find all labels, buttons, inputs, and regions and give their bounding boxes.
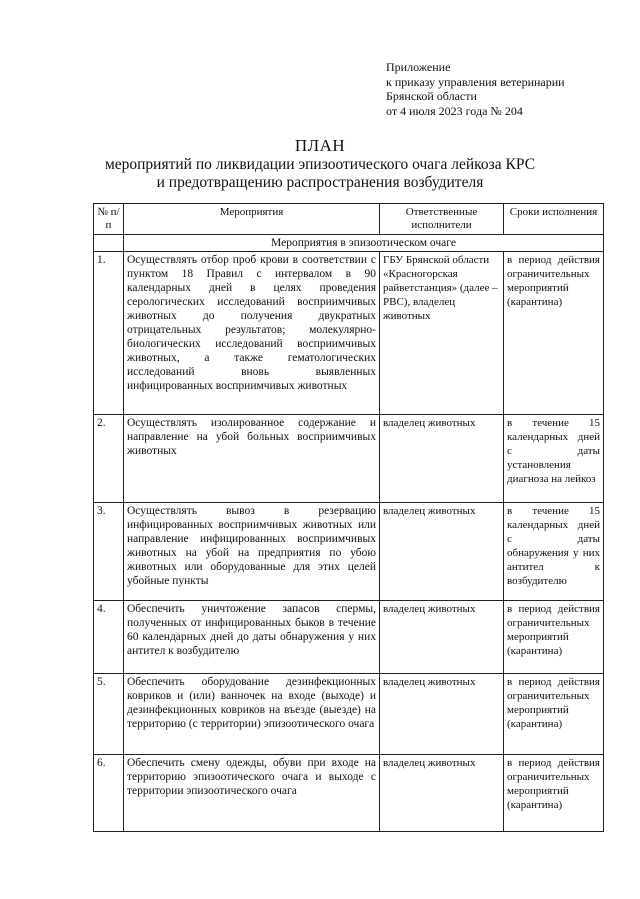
- appendix-block: [386, 60, 565, 118]
- document-subtitle-line1: мероприятий по ликвидации эпизоотического очага лейкоза КРС: [104, 156, 536, 173]
- row-responsible: владелец животных: [380, 674, 504, 755]
- row-num: 5.: [94, 674, 124, 755]
- appendix-line: Брянской области: [386, 89, 477, 103]
- table-row: [94, 601, 604, 674]
- row-action: Осуществлять отбор проб крови в соответствии с пунктом 18 Правил с интервалом в 90 календарных дней в целях проведения серологических исследований восприимчивых животных до получения двукратных отрицательных результатов; молекулярно-биологических исследований восприимчивых животных, а также гематологических исследований вновь выявленных инфицированных восприимчивых животных: [124, 252, 380, 415]
- row-action: Осуществлять вывоз в резервацию инфицированных восприимчивых животных или направление инфицированных восприимчивых животных на убой на предприятия по убою животных или оборудованные для этих целей убойные пункты: [124, 503, 380, 601]
- row-term: в течение 15 календарных дней с даты обнаружения у них антител к возбудителю: [504, 503, 604, 601]
- header-action: Мероприятия: [124, 204, 380, 235]
- row-action: Осуществлять изолированное содержание и направление на убой больных восприимчивых животных: [124, 415, 380, 503]
- row-num: 1.: [94, 252, 124, 415]
- table-row: [94, 755, 604, 832]
- appendix-line: от 4 июля 2023 года № 204: [386, 103, 523, 118]
- row-num: 4.: [94, 601, 124, 674]
- row-responsible: владелец животных: [380, 415, 504, 503]
- section-title: Мероприятия в эпизоотическом очаге: [124, 235, 604, 252]
- section-empty-cell: [94, 235, 124, 252]
- table-header-row: [94, 204, 604, 235]
- row-term: в период действия ограничительных мероприятий (карантина): [504, 601, 604, 674]
- row-responsible: владелец животных: [380, 755, 504, 832]
- row-responsible: владелец животных: [380, 601, 504, 674]
- header-term: Сроки исполнения: [504, 204, 604, 235]
- row-action: Обеспечить смену одежды, обуви при входе на территорию эпизоотического очага и выходе с территории эпизоотического очага: [124, 755, 380, 832]
- row-term: в период действия ограничительных мероприятий (карантина): [504, 674, 604, 755]
- row-action: Обеспечить оборудование дезинфекционных ковриков и (или) ванночек на входе (выходе) и дезинфекционных ковриков на въезде (выезде) на территорию (с территории) эпизоотического очага: [124, 674, 380, 755]
- document-subtitle-line2: и предотвращению распространения возбудителя: [156, 174, 484, 191]
- row-num: 3.: [94, 503, 124, 601]
- document-title: ПЛАН: [294, 136, 346, 155]
- plan-table: [93, 203, 604, 832]
- table-row: [94, 252, 604, 415]
- header-num: № п/п: [94, 204, 124, 235]
- table-row: [94, 503, 604, 601]
- table-row: [94, 674, 604, 755]
- appendix-line: Приложение: [386, 60, 451, 74]
- row-term: в период действия ограничительных мероприятий (карантина): [504, 252, 604, 415]
- header-responsible: Ответственные исполнители: [380, 204, 504, 235]
- appendix-line: к приказу управления ветеринарии: [386, 74, 565, 89]
- section-row: [94, 235, 604, 252]
- row-responsible: ГБУ Брянской области «Красногорская райветстанция» (далее – РВС), владелец животных: [380, 252, 504, 415]
- table-row: [94, 415, 604, 503]
- row-term: в период действия ограничительных мероприятий (карантина): [504, 755, 604, 832]
- row-responsible: владелец животных: [380, 503, 504, 601]
- row-num: 6.: [94, 755, 124, 832]
- row-term: в течение 15 календарных дней с даты установления диагноза на лейкоз: [504, 415, 604, 503]
- row-action: Обеспечить уничтожение запасов спермы, полученных от инфицированных быков в течение 60 календарных дней до даты обнаружения у них антител к возбудителю: [124, 601, 380, 674]
- row-num: 2.: [94, 415, 124, 503]
